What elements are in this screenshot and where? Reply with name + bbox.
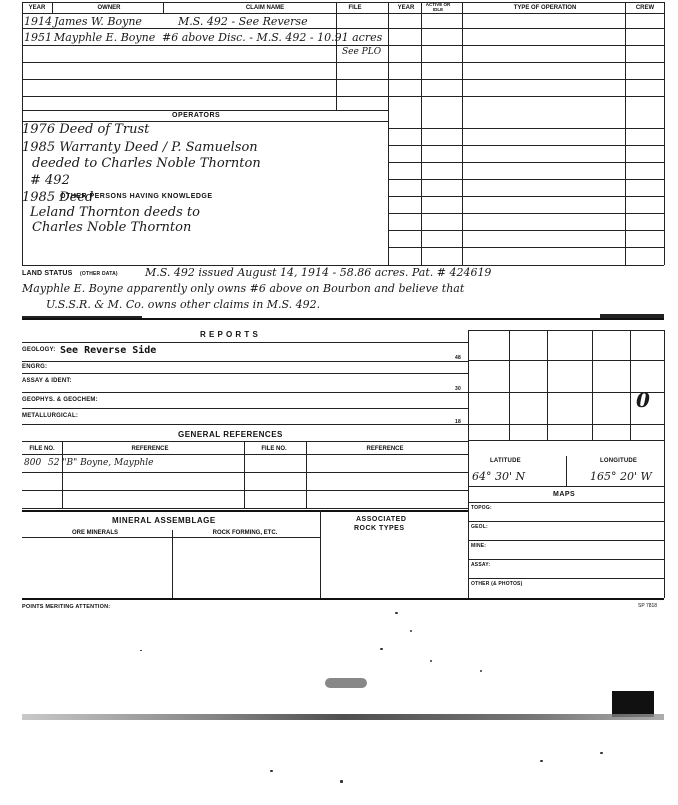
maps-topog-label: TOPOG: [471,505,492,511]
grid-circle-mark: 0 [636,388,650,412]
other-persons-title: OTHER PERSONS HAVING KNOWLEDGE [60,193,213,200]
maps-geol-label: GEOL: [471,524,488,530]
owner-entry-1-claim: M.S. 492 - See Reverse [178,15,308,28]
header-year: YEAR [28,5,46,11]
owner-entry-2-owner: Mayphle E. Boyne [54,31,156,44]
right-border [664,2,665,265]
header-year-2: YEAR [397,5,415,11]
metallurgical-label: METALLURGICAL: [22,413,79,419]
land-status-line-3: U.S.S.R. & M. Co. owns other claims in M.S. 492. [46,298,321,311]
owner-entry-1-owner: James W. Boyne [54,15,142,28]
land-status-sublabel: (OTHER DATA) [80,271,118,277]
operators-line-2: 1985 Warranty Deed / P. Samuelson [22,140,258,155]
middle-divider [388,2,389,265]
operators-title: OPERATORS [172,112,221,119]
maps-assay-label: ASSAY: [471,562,491,568]
reports-number-48: 48 [455,355,461,361]
header-active-idle: ACTIVE OR IDLE [425,2,451,12]
reports-number-30: 30 [455,386,461,392]
ref-col-reference-2: REFERENCE [366,446,404,452]
geology-value: See Reverse Side [60,345,157,356]
header-file: FILE [348,5,362,11]
ref-col-file-no: FILE NO. [29,446,55,452]
operators-line-4: # 492 [30,173,70,188]
other-persons-line-1: 1985 Deed [22,190,94,205]
header-underline [22,13,664,14]
assay-ident-label: ASSAY & IDENT: [22,378,72,384]
associated-rock-types-title-1: ASSOCIATED [356,516,407,523]
operators-line-3: deeded to Charles Noble Thornton [32,156,261,171]
land-status-line-1: M.S. 492 issued August 14, 1914 - 58.86 acres. Pat. # 424619 [145,266,492,279]
ore-minerals-header: ORE MINERALS [71,530,118,536]
owner-entry-2-claim: #6 above Disc. - M.S. 492 - 10.91 acres [162,31,383,44]
land-status-label: LAND STATUS [22,270,73,277]
engrg-label: ENGRG: [22,364,48,370]
operators-line-1: 1976 Deed of Trust [22,122,150,137]
scan-band [22,714,664,720]
latitude-value: 64° 30' N [472,470,526,483]
land-status-line-2: Mayphle E. Boyne apparently only owns #6 above on Bourbon and believe that [22,282,465,295]
other-persons-line-3: Charles Noble Thornton [32,220,192,235]
ref-col-reference: REFERENCE [131,446,169,452]
associated-rock-types-title-2: ROCK TYPES [354,525,405,532]
longitude-label: LONGITUDE [600,458,638,464]
maps-other-label: OTHER (& PHOTOS) [471,581,523,587]
reports-title: R E P O R T S [200,330,259,339]
ref-col-file-no-2: FILE NO. [261,446,287,452]
see-plo-note: See PLO [342,47,382,57]
rock-forming-header: ROCK FORMING, ETC. [212,530,278,536]
maps-title: MAPS [553,491,576,498]
geophys-geochem-label: GEOPHYS. & GEOCHEM: [22,397,98,403]
header-owner: OWNER [97,5,121,11]
ref-row-1-reference: 52 "B" Boyne, Mayphle [48,458,154,468]
latitude-label: LATITUDE [490,458,521,464]
scan-smudge [325,678,367,688]
header-crew: CREW [635,5,655,11]
owner-entry-1-year: 1914 [24,15,52,28]
owner-entry-2-year: 1951 [24,31,52,44]
general-references-title: GENERAL REFERENCES [178,430,283,439]
ref-row-1-file: 800 [24,458,42,468]
points-meriting-attention-label: POINTS MERITING ATTENTION: [22,604,111,610]
top-border [22,2,664,3]
header-claim-name: CLAIM NAME [245,5,285,11]
other-persons-line-2: Leland Thornton deeds to [30,205,200,220]
mineral-assemblage-title: MINERAL ASSEMBLAGE [112,516,216,525]
maps-mine-label: MINE: [471,543,487,549]
longitude-value: 165° 20' W [590,470,652,483]
header-type-of-operation: TYPE OF OPERATION [513,5,577,11]
geology-label: GEOLOGY: [22,347,56,353]
reports-number-18: 18 [455,419,461,425]
form-number: SP 7818 [638,603,658,609]
